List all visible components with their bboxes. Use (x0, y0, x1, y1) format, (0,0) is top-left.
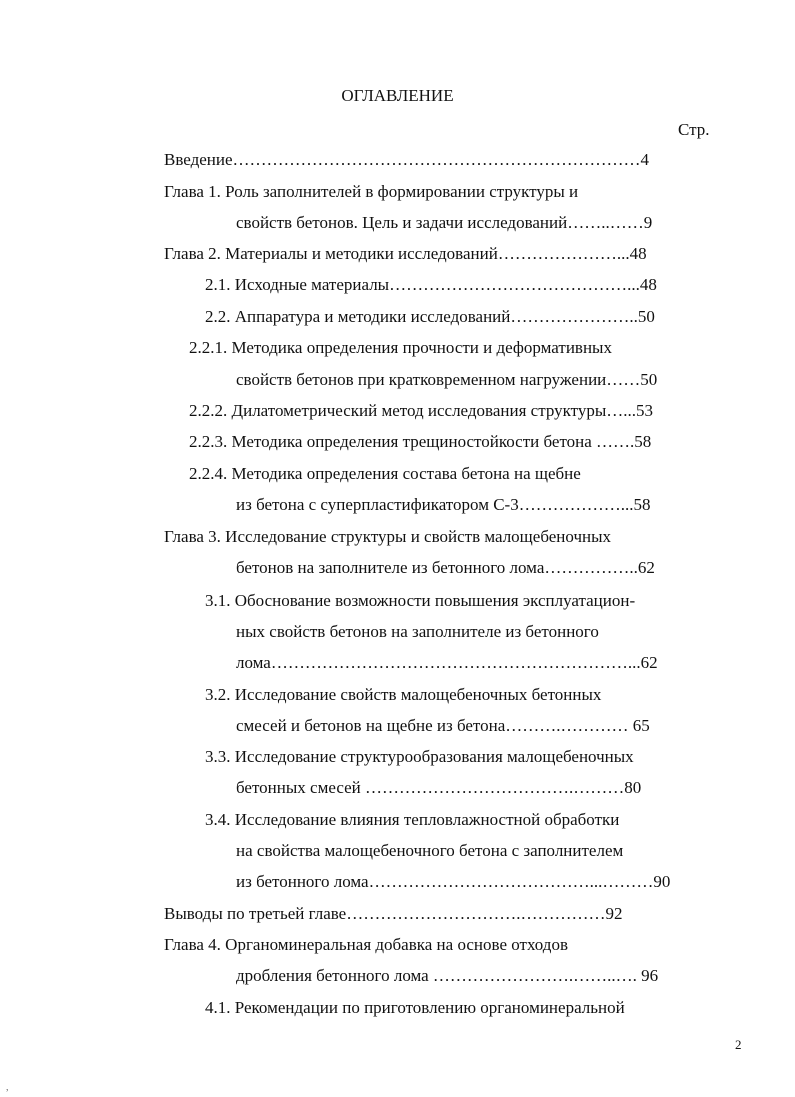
toc-entry-chapter-3-cont: бетонов на заполнителе из бетонного лома……………..62 (236, 558, 655, 577)
toc-title: ОГЛАВЛЕНИЕ (341, 86, 454, 105)
toc-entry-3-3-cont: бетонных смесей ……………………………….………80 (236, 778, 642, 797)
toc-entry-2-2-2: 2.2.2. Дилатометрический метод исследования структуры…...53 (189, 401, 654, 420)
toc-entry-chapter-4: Глава 4. Органоминеральная добавка на основе отходов (164, 935, 568, 954)
toc-entry-2-2-3: 2.2.3. Методика определения трещиностойкости бетона …….58 (189, 432, 652, 451)
toc-entry-chapter-3: Глава 3. Исследование структуры и свойств малощебеночных (164, 527, 612, 546)
scan-mark: , (6, 1082, 9, 1093)
toc-entry-chapter-3-conclusions: Выводы по третьей главе………………………….……………92 (164, 904, 623, 923)
toc-entry-3-3: 3.3. Исследование структурообразования малощебеночных (205, 747, 634, 766)
toc-entry-2-2: 2.2. Аппаратура и методики исследований…………………..50 (205, 307, 655, 326)
toc-entry-3-1-cont: ных свойств бетонов на заполнителе из бетонного (236, 622, 599, 641)
page-number: 2 (735, 1037, 742, 1052)
toc-entry-2-1: 2.1. Исходные материалы……………………………………...48 (205, 275, 657, 294)
toc-entry-4-1: 4.1. Рекомендации по приготовлению органоминеральной (205, 998, 625, 1017)
toc-entry-2-2-1: 2.2.1. Методика определения прочности и деформативных (189, 338, 612, 357)
toc-entry-3-4-cont: на свойства малощебеночного бетона с заполнителем (236, 841, 624, 860)
toc-entry-3-2-cont: смесей и бетонов на щебне из бетона……….………… 65 (236, 716, 650, 735)
toc-entry-3-4-cont-2: из бетонного лома…………………………………...………90 (236, 872, 671, 891)
toc-entry-chapter-1: Глава 1. Роль заполнителей в формировании структуры и (164, 182, 579, 201)
toc-entry-chapter-1-cont: свойств бетонов. Цель и задачи исследований……..……9 (236, 213, 653, 232)
toc-entry-chapter-2: Глава 2. Материалы и методики исследований…………………...48 (164, 244, 647, 263)
toc-entry-2-2-1-cont: свойств бетонов при кратковременном нагружении……50 (236, 370, 658, 389)
toc-entry-2-2-4-cont: из бетона с суперпластификатором С-3………………...58 (236, 495, 651, 514)
toc-entry-chapter-4-cont: дробления бетонного лома …………………….……..…. 96 (236, 966, 659, 985)
toc-entry-3-2: 3.2. Исследование свойств малощебеночных бетонных (205, 685, 602, 704)
toc-entry-3-4: 3.4. Исследование влияния тепловлажностной обработки (205, 810, 620, 829)
page-column-label: Стр. (678, 120, 710, 139)
toc-entry-3-1: 3.1. Обоснование возможности повышения эксплуатацион- (205, 591, 636, 610)
toc-entry-3-1-cont-2: лома………………………………………………………...62 (236, 653, 658, 672)
toc-entry-2-2-4: 2.2.4. Методика определения состава бетона на щебне (189, 464, 581, 483)
toc-entry-introduction: Введение………………………………………………………………4 (164, 150, 650, 169)
